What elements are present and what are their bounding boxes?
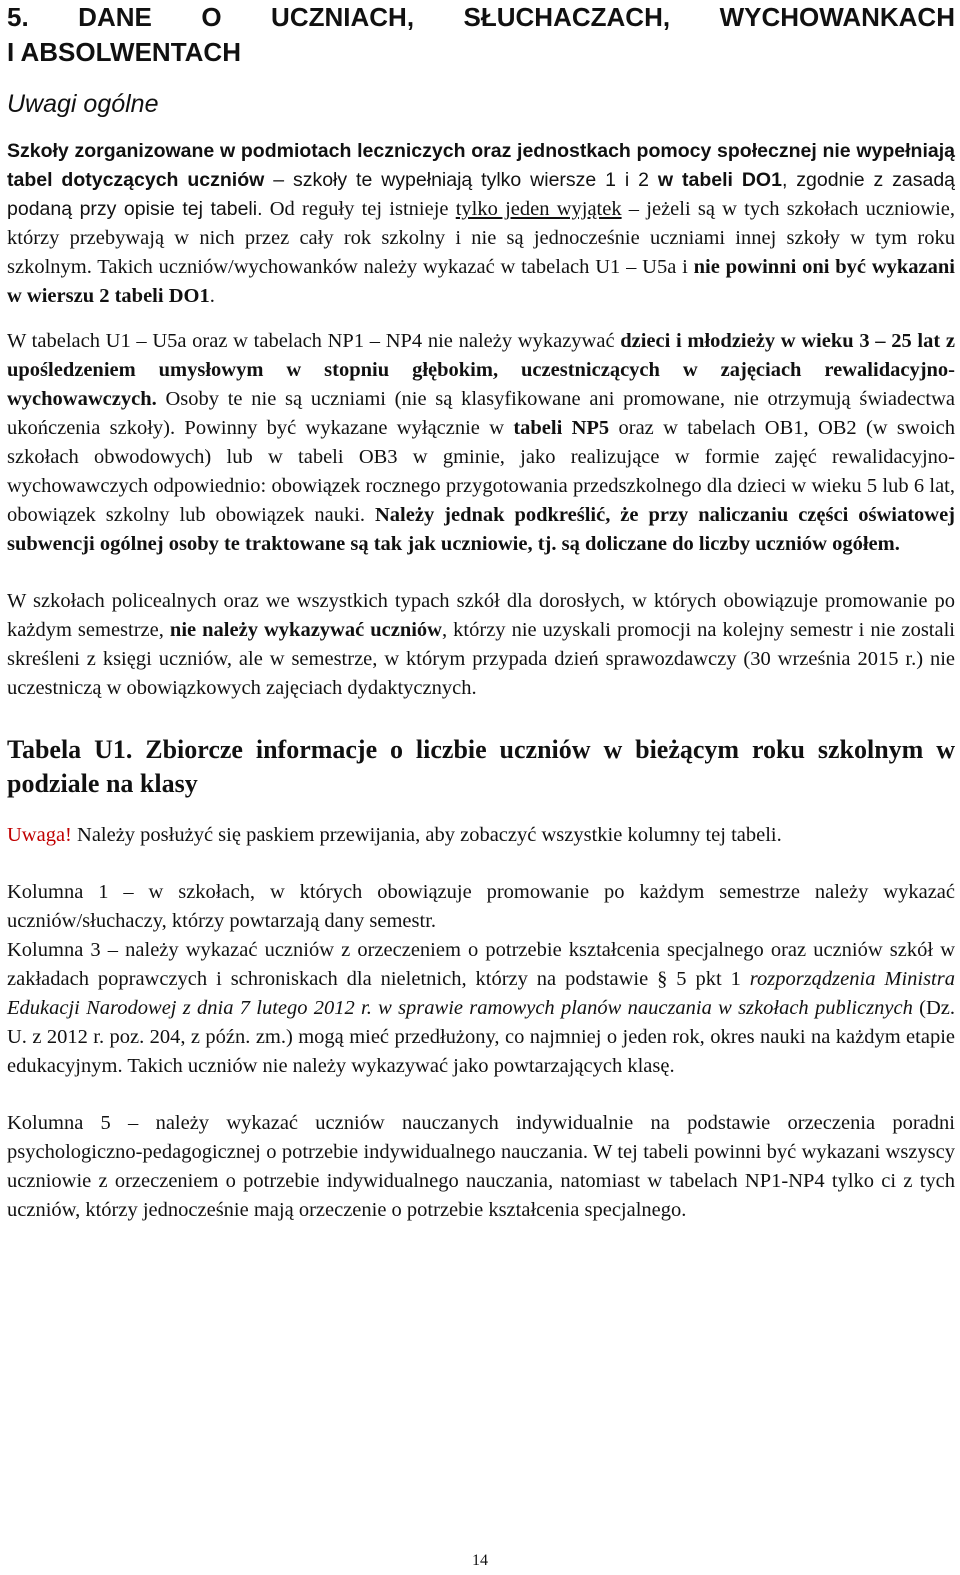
p2-text-e: oraz w tabelach OB1, OB2 (w swoich szkołach obwodowych) lub w tabeli OB3 w gminie, jako realizujące w formie zajęć rewalidacyjno-wychowawczych odpowiednio: obowiązek rocznego przygotowania przedszkolnego dla dzieci w wieku 5 lub 6 lat, obowiązek szkolny lub obowiązek nauki. xyxy=(7,417,955,526)
p1-text-g: – jeżeli są w tych szkołach uczniowie, którzy przebywają w nich przez cały rok szkolny i nie są jednocześnie uczniami innej szkoły w tym roku szkolnym. Takich uczniów/wychowanków należy wykazać w tabelach U1 – U5a i xyxy=(7,198,955,278)
chapter-heading xyxy=(7,0,955,70)
section-heading: Uwagi ogólne xyxy=(7,90,159,118)
p3-bold-b: nie należy wykazywać uczniów xyxy=(169,619,442,641)
column-1-description: Kolumna 1 – w szkołach, w których obowiązuje promowanie po każdym semestrze należy wykazać uczniów/słuchaczy, którzy powtarzają dany semestr. xyxy=(7,881,955,932)
paragraph-general-1 xyxy=(7,137,955,311)
column-5-description: Kolumna 5 – należy wykazać uczniów nauczanych indywidualnie na podstawie orzeczenia poradni psychologiczno-pedagogicznej o potrzebie indywidualnego nauczania. W tej tabeli powinni być wykazani wszyscy uczniowie z orzeczeniem o potrzebie indywidualnego nauczania, natomiast w tabelach NP1-NP4 tylko ci z tych uczniów, którzy jednocześnie mają orzeczenie o potrzebie kształcenia specjalnego. xyxy=(7,1112,955,1221)
p1-text-b: – szkoły te wypełniają tylko wiersze 1 i 2 xyxy=(264,169,658,191)
p1-text-e: Od reguły tej istnieje xyxy=(262,198,456,220)
p2-text-a: W tabelach U1 – U5a oraz w tabelach NP1 – NP4 nie należy wykazywać xyxy=(7,330,621,352)
document-page xyxy=(7,0,955,1225)
k3-italic-b: rozporządzenia Ministra Edukacji Narodowej z dnia 7 lutego 2012 r. w sprawie ramowych planów nauczania w szkołach publicznych xyxy=(7,968,955,1019)
p2-bold-b: dzieci i młodzieży w wieku 3 – 25 lat z upośledzeniem umysłowym w stopniu głębokim, uczestniczących w zajęciach rewalidacyjno-wychowawczych. xyxy=(7,330,955,410)
p3-text-c: , którzy nie uzyskali promocji na kolejny semestr i nie zostali skreśleni z księgi uczniów, ale w semestrze, w którym przypada dzień sprawozdawczy (30 września 2015 r.) nie uczestniczą w obowiązkowych zajęciach dydaktycznych. xyxy=(7,619,955,699)
paragraph-general-3 xyxy=(7,587,955,703)
note-paragraph xyxy=(7,821,955,850)
p1-bold-h: nie powinni oni być wykazani w wierszu 2 tabeli DO1 xyxy=(7,256,955,307)
chapter-heading-line1: 5. DANE O UCZNIACH, SŁUCHACZACH, WYCHOWANKACH xyxy=(7,2,955,32)
p2-bold-f: Należy jednak podkreślić, że przy naliczaniu części oświatowej subwencji ogólnej osoby te traktowane są tak jak uczniowie, tj. są doliczane do liczby uczniów ogółem. xyxy=(7,504,956,555)
paragraph-general-2 xyxy=(7,327,955,559)
p2-text-c: Osoby te nie są uczniami (nie są klasyfikowane ani promowane, nie otrzymują świadectwa ukończenia szkoły). Powinny być wykazane wyłącznie w xyxy=(7,388,955,439)
page-number: 14 xyxy=(472,1552,488,1569)
note-text: Należy posłużyć się paskiem przewijania, aby zobaczyć wszystkie kolumny tej tabeli. xyxy=(71,824,782,846)
p1-bold-c: w tabeli DO1 xyxy=(657,169,782,191)
table-u1-title: Tabela U1. Zbiorcze informacje o liczbie uczniów w bieżącym roku szkolnym w podziale na klasy xyxy=(7,735,955,798)
p1-text-d: , zgodnie z zasadą podaną przy opisie tej tabeli. xyxy=(7,169,956,220)
column-3-description xyxy=(7,936,955,1081)
p3-text-a: W szkołach policealnych oraz we wszystkich typach szkół dla dorosłych, w których obowiązuje promowanie po każdym semestrze, xyxy=(7,590,955,641)
p1-underline-f: tylko jeden wyjątek xyxy=(455,198,622,220)
k3-text-a: Kolumna 3 – należy wykazać uczniów z orzeczeniem o potrzebie kształcenia specjalnego oraz uczniów szkół w zakładach poprawczych i schroniskach dla nieletnich, którzy na podstawie § 5 pkt 1 xyxy=(7,939,955,990)
k3-text-c: (Dz. U. z 2012 r. poz. 204, z późn. zm.) mogą mieć przedłużony, co najmniej o jeden rok, okres nauki na każdym etapie edukacyjnym. Takich uczniów nie należy wykazywać jako powtarzających klasę. xyxy=(7,997,956,1077)
p1-text-i: . xyxy=(209,285,215,307)
chapter-heading-line2: I ABSOLWENTACH xyxy=(7,37,241,67)
p1-bold-a: Szkoły zorganizowane w podmiotach leczniczych oraz jednostkach pomocy społecznej nie wypełniają tabel dotyczących uczniów xyxy=(7,140,955,191)
note-label: Uwaga! xyxy=(7,824,72,846)
p2-bold-d: tabeli NP5 xyxy=(513,417,610,439)
